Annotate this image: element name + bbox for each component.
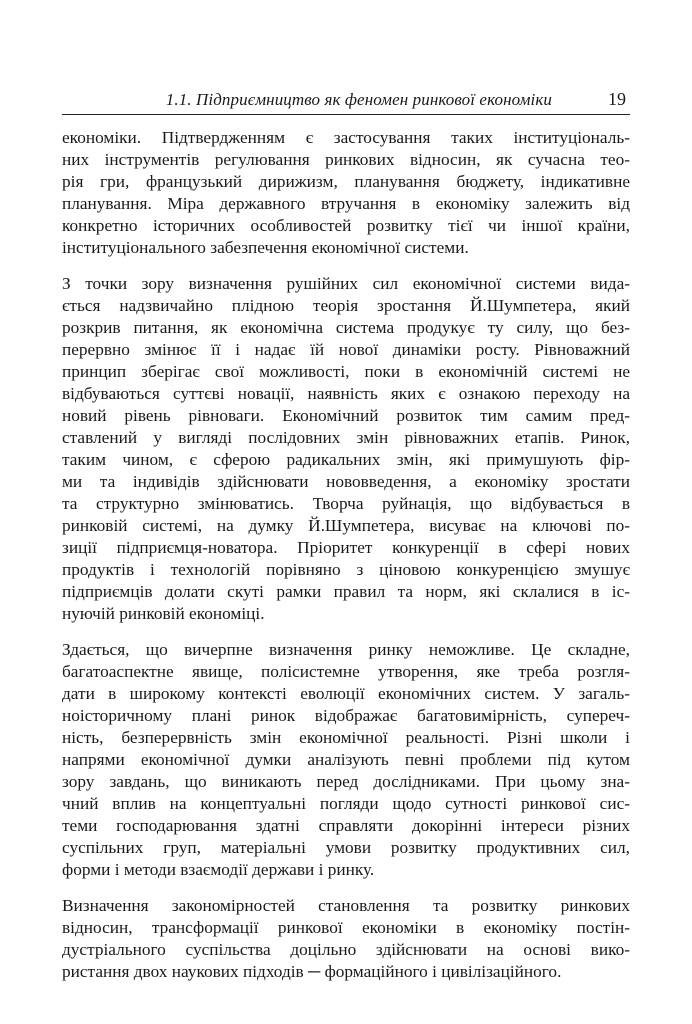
text-line: підприємців долати скуті рамки правил та норм, які склалися в іс-: [62, 582, 630, 601]
text-line: продуктів і технологій порівняно з ціновою конкуренцією змушує: [62, 560, 630, 579]
text-line: Визначення закономірностей становлення та розвитку ринкових: [62, 896, 630, 915]
text-line: перервно змінює її і надає їй нової динаміки росту. Рівноважний: [62, 340, 630, 359]
text-line: та структурно змінюватись. Творча руйнація, що відбувається в: [62, 494, 630, 513]
running-header: [62, 88, 630, 115]
text-line: зиції підприємця-новатора. Пріоритет конкуренції в сфері нових: [62, 538, 630, 557]
text-line: чний вплив на концептуальні погляди щодо сутності ринкової сис-: [62, 794, 630, 813]
text-line: суспільних груп, матеріальні умови розвитку продуктивних сил,: [62, 838, 630, 857]
text-line: багатоаспектне явище, полісистемне утворення, яке треба розгля-: [62, 662, 630, 681]
paragraph: [62, 639, 630, 881]
paragraph: [62, 273, 630, 625]
text-line: ється надзвичайно плідною теорія зростання Й.Шумпетера, який: [62, 296, 630, 315]
text-line: економіки. Підтвердженням є застосування таких інституціональ-: [62, 128, 630, 147]
text-line: дати в широкому контексті еволюції економічних систем. У загаль-: [62, 684, 630, 703]
paragraph: [62, 895, 630, 983]
text-line: них інструментів регулювання ринкових відносин, як сучасна тео-: [62, 150, 630, 169]
text-line: ноісторичному плані ринок відображає багатовимірність, супереч-: [62, 706, 630, 725]
text-line: таким чином, є сферою радикальних змін, які примушують фір-: [62, 450, 630, 469]
text-line: форми і методи взаємодії держави і ринку.: [62, 860, 375, 879]
text-line: ставлений у вигляді послідовних змін рівноважних етапів. Ринок,: [62, 428, 630, 447]
page-number: 19: [608, 89, 626, 109]
text-line: З точки зору визначення рушійних сил економічної системи вида-: [62, 274, 630, 293]
text-line: відбуваються суттєві новації, наявність яких є ознакою переходу на: [62, 384, 630, 403]
text-line: планування. Міра державного втручання в економіку залежить від: [62, 194, 630, 213]
text-line: ринковій системі, на думку Й.Шумпетера, висуває на ключові по-: [62, 516, 630, 535]
text-line: дустріального суспільства доцільно здійснювати на основі вико-: [62, 940, 630, 959]
text-line: конкретно історичних особливостей розвитку тієї чи іншої країни,: [62, 216, 630, 235]
text-line: зору завдань, що виникають перед дослідниками. При цьому зна-: [62, 772, 630, 791]
text-line: інституціонального забезпечення економічної системи.: [62, 238, 469, 257]
text-line: теми господарювання здатні справляти докорінні інтереси різних: [62, 816, 630, 835]
text-line: нуючій ринковій економіці.: [62, 604, 265, 623]
paragraph: [62, 127, 630, 259]
text-line: Здається, що вичерпне визначення ринку неможливе. Це складне,: [62, 640, 630, 659]
text-line: новий рівень рівноваги. Економічний розвиток тим самим пред-: [62, 406, 630, 425]
text-line: напрями економічної думки аналізують певні проблеми під кутом: [62, 750, 630, 769]
body-text: [62, 127, 630, 983]
text-line: розкрив питання, як економічна система продукує ту силу, що без-: [62, 318, 630, 337]
text-line: ність, безперервність змін економічної реальності. Різні школи і: [62, 728, 630, 747]
text-line: ми та індивідів здійснювати нововведення, а економіку зростати: [62, 472, 630, 491]
text-line: принцип зберігає свої можливості, поки в економічній системі не: [62, 362, 630, 381]
text-line: відносин, трансформації ринкової економіки в економіку постін-: [62, 918, 630, 937]
text-line: ристання двох наукових підходів ─ формаційного і цивілізаційного.: [62, 962, 562, 981]
text-line: рія гри, французький дирижизм, планування бюджету, індикативне: [62, 172, 630, 191]
running-title: 1.1. Підприємництво як феномен ринкової економіки: [165, 90, 552, 109]
